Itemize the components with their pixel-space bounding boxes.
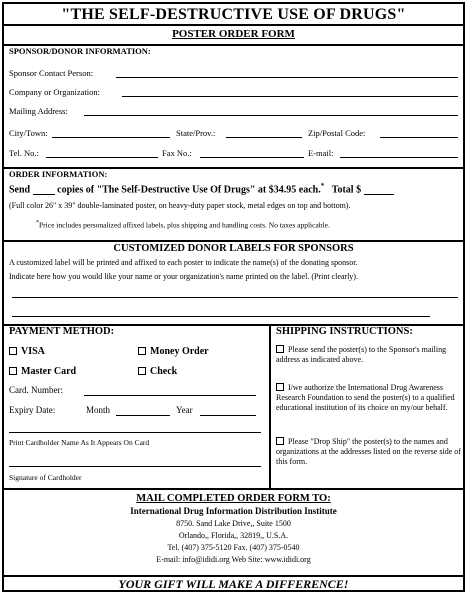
signature-label: Signature of Cardholder [9, 473, 82, 482]
check-checkbox[interactable] [138, 367, 146, 375]
company-field[interactable] [122, 96, 458, 97]
shipping-option-2[interactable] [276, 383, 462, 413]
visa-label: VISA [21, 346, 45, 357]
label-text-field-1[interactable] [12, 297, 458, 298]
master-card-option[interactable] [9, 366, 76, 377]
price-note-text: Price includes personalized affixed labels, plus shipping and handling costs. No taxes applicable. [39, 220, 330, 230]
copies-label: copies of [57, 184, 95, 196]
signature-field[interactable] [9, 466, 261, 467]
mail-web: E-mail: info@ididi.org Web Site: www.ididi.org [156, 555, 311, 564]
zip-field[interactable] [380, 137, 458, 138]
tel-label: Tel. No.: [9, 148, 39, 158]
divider [4, 240, 463, 242]
sponsor-contact-row [9, 68, 93, 78]
check-label: Check [150, 366, 178, 377]
money-order-checkbox[interactable] [138, 347, 146, 355]
state-field[interactable] [226, 137, 302, 138]
fax-label: Fax No.: [162, 148, 192, 158]
money-order-label: Money Order [150, 346, 209, 357]
poster-description: (Full color 26" x 39" double-laminated poster, on heavy-duty paper stock, metal edges on top and bottom). [9, 201, 351, 210]
tel-field[interactable] [46, 157, 158, 158]
order-form [2, 2, 465, 592]
mail-phone: Tel. (407) 375-5120 Fax. (407) 375-0540 [167, 543, 300, 552]
shipping-option-3[interactable] [276, 437, 462, 467]
month-label: Month [86, 405, 111, 415]
total-field[interactable] [364, 186, 394, 195]
master-card-checkbox[interactable] [9, 367, 17, 375]
city-field[interactable] [52, 137, 170, 138]
form-title: "THE SELF-DESTRUCTIVE USE OF DRUGS" [4, 4, 463, 26]
payment-heading: PAYMENT METHOD: [9, 326, 115, 337]
shipping-option-1[interactable] [276, 345, 462, 365]
fax-field[interactable] [200, 157, 304, 158]
shipping-2-text: I/we authorize the International Drug Awareness Research Foundation to send the poster(s) to a qualified educational institution of its choice on my/our behalf. [276, 383, 455, 412]
print-name-label: Print Cardholder Name As It Appears On Card [9, 438, 150, 447]
card-number-label: Card. Number: [9, 385, 63, 395]
footer-slogan: YOUR GIFT WILL MAKE A DIFFERENCE! [4, 575, 463, 590]
form-subtitle: POSTER ORDER FORM [172, 28, 295, 40]
labels-line2: Indicate here how you would like your name or your organization's name printed on the label. (Print clearly). [9, 272, 358, 281]
shipping-3-text: Please "Drop Ship" the poster(s) to the names and organizations at the addresses listed on the reverse side of this form. [276, 437, 461, 466]
company-label: Company or Organization: [9, 87, 100, 97]
sponsor-contact-field[interactable] [116, 77, 458, 78]
shipping-3-checkbox[interactable] [276, 437, 284, 445]
month-field[interactable] [116, 415, 170, 416]
cardholder-name-field[interactable] [9, 432, 261, 433]
sponsor-contact-label: Sponsor Contact Person: [9, 68, 94, 78]
column-divider [269, 324, 271, 488]
expiry-label: Expiry Date: [9, 405, 56, 415]
visa-checkbox[interactable] [9, 347, 17, 355]
mail-heading: MAIL COMPLETED ORDER FORM TO: [136, 493, 331, 504]
order-line [9, 182, 394, 195]
shipping-1-text: Please send the poster(s) to the Sponsor's mailing address as indicated above. [276, 345, 447, 364]
check-option[interactable] [138, 366, 177, 377]
total-label: Total $ [331, 184, 362, 196]
mailing-label: Mailing Address: [9, 106, 68, 116]
price-star: * [320, 182, 325, 190]
money-order-option[interactable] [138, 346, 209, 357]
price-note [36, 220, 330, 230]
email-label: E-mail: [308, 148, 334, 158]
master-card-label: Master Card [21, 366, 77, 377]
divider [4, 488, 463, 490]
note-star: * [36, 220, 39, 226]
state-label: State/Prov.: [176, 128, 216, 138]
mail-addr1: 8750. Sand Lake Drive,, Suite 1500 [176, 519, 291, 528]
labels-line1: A customized label will be printed and affixed to each poster to indicate the name(s) of the donating sponsor. [9, 258, 358, 267]
product-label: "The Self-Destructive Use Of Drugs" at $34.95 each. [96, 184, 321, 196]
card-number-field[interactable] [84, 395, 256, 396]
year-field[interactable] [200, 415, 256, 416]
quantity-field[interactable] [33, 186, 55, 195]
city-label: City/Town: [9, 128, 48, 138]
shipping-1-checkbox[interactable] [276, 345, 284, 353]
label-text-field-2[interactable] [12, 316, 430, 317]
sponsor-heading: SPONSOR/DONOR INFORMATION: [9, 46, 151, 56]
visa-option[interactable] [9, 346, 45, 357]
order-heading: ORDER INFORMATION: [9, 169, 108, 179]
year-label: Year [176, 405, 193, 415]
zip-label: Zip/Postal Code: [308, 128, 366, 138]
labels-heading: CUSTOMIZED DONOR LABELS FOR SPONSORS [113, 243, 354, 254]
shipping-heading: SHIPPING INSTRUCTIONS: [276, 326, 413, 337]
send-label: Send [9, 184, 31, 196]
email-field[interactable] [340, 157, 458, 158]
mail-org: International Drug Information Distribution Institute [130, 506, 337, 516]
shipping-2-checkbox[interactable] [276, 383, 284, 391]
mail-addr2: Orlando,, Florida,, 32819,, U.S.A. [178, 531, 289, 540]
mailing-field[interactable] [84, 115, 458, 116]
